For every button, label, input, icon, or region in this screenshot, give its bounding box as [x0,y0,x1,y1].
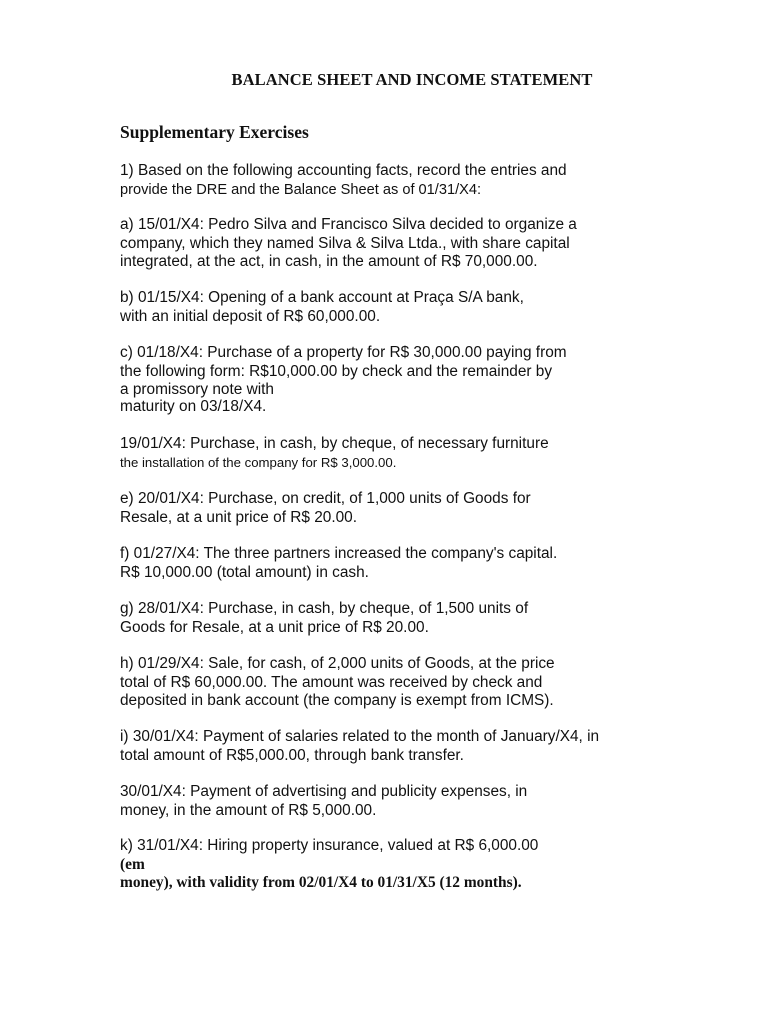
paragraph-line: R$ 10,000.00 (total amount) in cash. [120,563,369,581]
paragraph-line: total amount of R$5,000.00, through bank transfer. [120,746,464,764]
paragraph-line: (em [120,855,145,873]
paragraph-line: the installation of the company for R$ 3,000.00. [120,454,397,470]
paragraph-line: maturity on 03/18/X4. [120,398,267,415]
item-h-paragraph [120,655,660,711]
paragraph-line: 1) Based on the following accounting facts, record the entries and [120,162,567,179]
paragraph-line: money, in the amount of R$ 5,000.00. [120,801,377,819]
paragraph-line: a) 15/01/X4: Pedro Silva and Francisco Silva decided to organize a [120,216,577,233]
paragraph-line: k) 31/01/X4: Hiring property insurance, valued at R$ 6,000.00 [120,837,539,854]
item-k-paragraph [120,837,660,893]
paragraph-line: money), with validity from 02/01/X4 to 01/31/X5 (12 months). [120,874,522,891]
paragraph-line: company, which they named Silva & Silva Ltda., with share capital [120,234,570,252]
item-b-paragraph [120,289,660,326]
paragraph-line: provide the DRE and the Balance Sheet as of 01/31/X4: [120,181,482,198]
paragraph-line: the following form: R$10,000.00 by check and the remainder by [120,362,553,380]
item-a-paragraph [120,216,660,272]
paragraph-line: h) 01/29/X4: Sale, for cash, of 2,000 units of Goods, at the price [120,655,555,672]
item-c-paragraph [120,344,660,417]
item-f-paragraph [120,545,660,582]
exercise-intro-paragraph [120,162,660,199]
paragraph-line: c) 01/18/X4: Purchase of a property for R$ 30,000.00 paying from [120,344,567,361]
paragraph-line: Goods for Resale, at a unit price of R$ 20.00. [120,618,429,636]
paragraph-line: f) 01/27/X4: The three partners increased the company's capital. [120,545,558,562]
paragraph-line: a promissory note with [120,381,274,398]
item-j-paragraph [120,783,660,820]
paragraph-line: 30/01/X4: Payment of advertising and publicity expenses, in [120,783,528,800]
paragraph-line: i) 30/01/X4: Payment of salaries related to the month of January/X4, in [120,728,600,745]
paragraph-line: with an initial deposit of R$ 60,000.00. [120,307,381,325]
paragraph-line: g) 28/01/X4: Purchase, in cash, by cheque, of 1,500 units of [120,600,529,617]
document-title: BALANCE SHEET AND INCOME STATEMENT [231,70,593,89]
paragraph-line: Resale, at a unit price of R$ 20.00. [120,508,357,526]
paragraph-line: e) 20/01/X4: Purchase, on credit, of 1,000 units of Goods for [120,490,531,507]
item-g-paragraph [120,600,660,637]
paragraph-line: 19/01/X4: Purchase, in cash, by cheque, of necessary furniture [120,435,549,452]
paragraph-line: deposited in bank account (the company is exempt from ICMS). [120,692,554,709]
item-d-paragraph [120,435,660,472]
section-heading: Supplementary Exercises [120,122,309,142]
item-i-paragraph [120,728,660,765]
paragraph-line: total of R$ 60,000.00. The amount was received by check and [120,673,543,691]
paragraph-line: integrated, at the act, in cash, in the amount of R$ 70,000.00. [120,253,538,270]
paragraph-line: b) 01/15/X4: Opening of a bank account at Praça S/A bank, [120,289,524,306]
item-e-paragraph [120,490,660,527]
